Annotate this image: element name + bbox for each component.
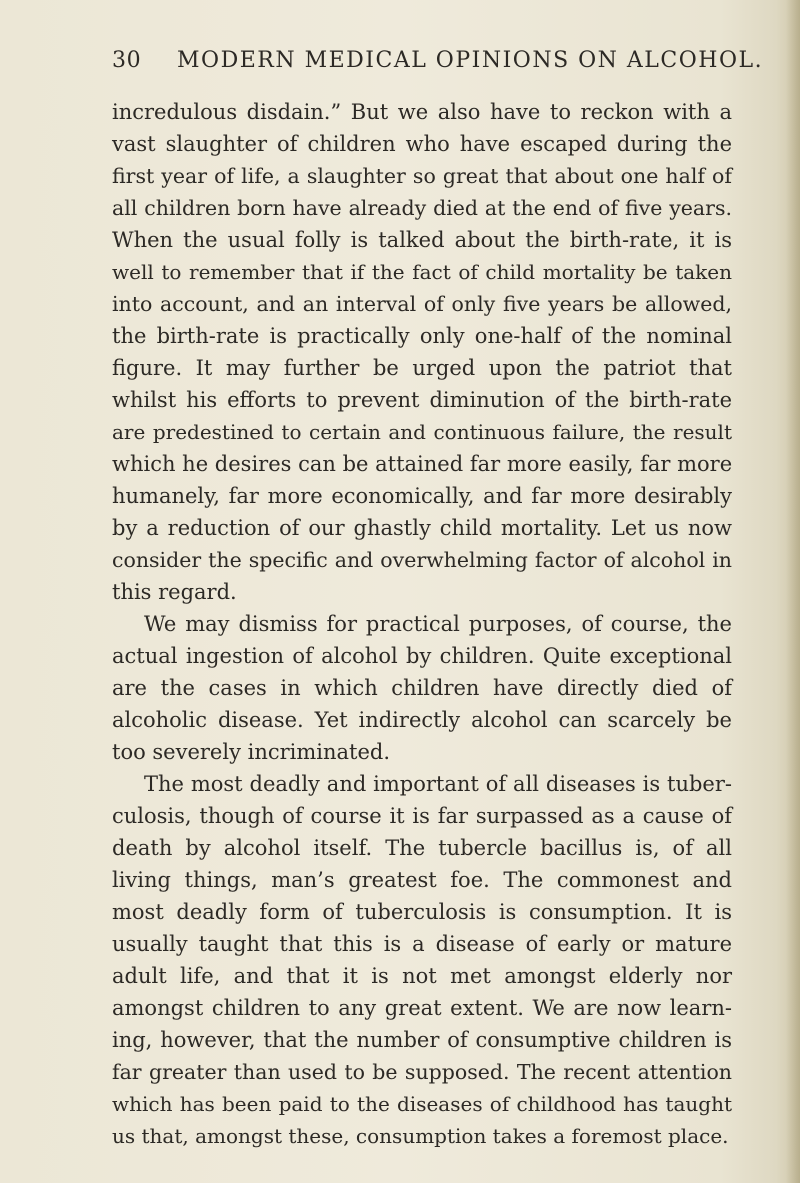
text-line: too severely incriminated. [112, 740, 391, 764]
body-text [112, 96, 732, 1152]
text-line: actual ingestion of alcohol by children. Quite exceptional [112, 644, 732, 668]
text-line: The most deadly and important of all diseases is tuber- [144, 772, 732, 796]
text-line: us that, amongst these, consumption takes a foremost place. [112, 1124, 729, 1148]
text-line: culosis, though of course it is far surpassed as a cause of [112, 804, 732, 828]
page-edge-shadow [786, 0, 800, 1183]
text-line: are predestined to certain and continuous failure, the result [112, 420, 732, 444]
page-number: 30 [112, 48, 142, 73]
text-line: living things, man’s greatest foe. The commonest and [112, 868, 732, 892]
text-line: most deadly form of tuberculosis is consumption. It is [112, 900, 732, 924]
text-line: humanely, far more economically, and far more desirably [112, 484, 732, 508]
text-line: by a reduction of our ghastly child mortality. Let us now [112, 516, 732, 540]
text-line: the birth-rate is practically only one-half of the nominal [112, 324, 732, 348]
text-line: consider the specific and overwhelming factor of alcohol in [112, 548, 732, 572]
text-line: all children born have already died at the end of five years. [112, 196, 732, 220]
text-line: When the usual folly is talked about the birth-rate, it is [112, 228, 732, 252]
text-line: which has been paid to the diseases of childhood has taught [112, 1092, 732, 1116]
text-line: ing, however, that the number of consumptive children is [112, 1028, 732, 1052]
text-line: whilst his efforts to prevent diminution of the birth-rate [112, 388, 732, 412]
text-line: are the cases in which children have directly died of [112, 676, 732, 700]
text-line: vast slaughter of children who have escaped during the [112, 132, 732, 156]
text-line: adult life, and that it is not met amongst elderly nor [112, 964, 732, 988]
text-line: which he desires can be attained far more easily, far more [112, 452, 733, 476]
text-line: incredulous disdain.” But we also have to reckon with a [112, 100, 732, 124]
text-line: death by alcohol itself. The tubercle bacillus is, of all [112, 836, 732, 860]
text-line: into account, and an interval of only five years be allowed, [112, 292, 732, 316]
text-line: far greater than used to be supposed. The recent attention [112, 1060, 732, 1084]
text-line: first year of life, a slaughter so great that about one half of [112, 164, 732, 188]
text-line: this regard. [112, 580, 237, 604]
text-line: well to remember that if the fact of child mortality be taken [112, 260, 732, 284]
text-line: usually taught that this is a disease of early or mature [112, 932, 732, 956]
running-title: MODERN MEDICAL OPINIONS ON ALCOHOL. [177, 48, 764, 73]
text-line: alcoholic disease. Yet indirectly alcohol can scarcely be [112, 708, 732, 732]
text-line: We may dismiss for practical purposes, of course, the [144, 612, 732, 636]
text-line: figure. It may further be urged upon the patriot that [112, 356, 732, 380]
text-line: amongst children to any great extent. We are now learn- [112, 996, 732, 1020]
running-head [112, 48, 764, 84]
